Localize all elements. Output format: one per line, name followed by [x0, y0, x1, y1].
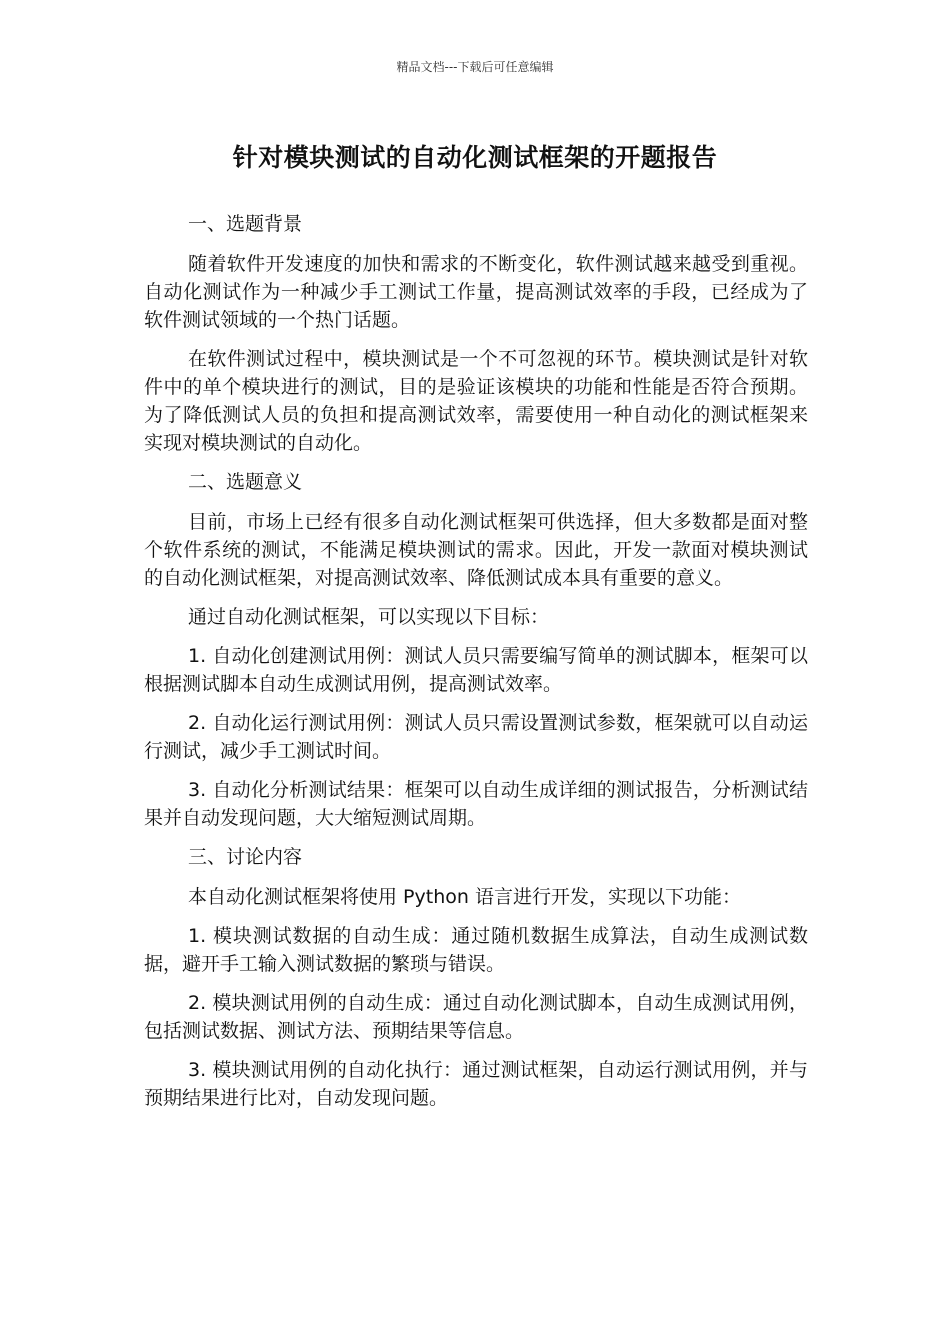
list-item: 1. 模块测试数据的自动生成：通过随机数据生成算法，自动生成测试数据，避开手工输入测试数据的繁琐与错误。 — [144, 925, 808, 975]
paragraph: 通过自动化测试框架，可以实现以下目标： — [188, 606, 550, 628]
document-title: 针对模块测试的自动化测试框架的开题报告 — [232, 143, 718, 172]
paragraph: 本自动化测试框架将使用 Python 语言进行开发，实现以下功能： — [188, 886, 741, 908]
list-item: 3. 自动化分析测试结果：框架可以自动生成详细的测试报告，分析测试结果并自动发现问题，大大缩短测试周期。 — [144, 779, 808, 829]
paragraph: 在软件测试过程中，模块测试是一个不可忽视的环节。模块测试是针对软件中的单个模块进行的测试，目的是验证该模块的功能和性能是否符合预期。为了降低测试人员的负担和提高测试效率，需要使用一种自动化的测试框架来实现对模块测试的自动化。 — [144, 348, 808, 454]
list-item: 2. 自动化运行测试用例：测试人员只需设置测试参数，框架就可以自动运行测试，减少手工测试时间。 — [144, 712, 808, 762]
list-item: 3. 模块测试用例的自动化执行：通过测试框架，自动运行测试用例，并与预期结果进行比对，自动发现问题。 — [144, 1059, 808, 1109]
list-item: 1. 自动化创建测试用例：测试人员只需要编写简单的测试脚本，框架可以根据测试脚本自动生成测试用例，提高测试效率。 — [144, 645, 808, 695]
header-watermark: 精品文档---下载后可任意编辑 — [396, 60, 554, 74]
section-heading-content: 三、讨论内容 — [188, 846, 303, 868]
paragraph: 随着软件开发速度的加快和需求的不断变化，软件测试越来越受到重视。自动化测试作为一种减少手工测试工作量，提高测试效率的手段，已经成为了软件测试领域的一个热门话题。 — [144, 253, 808, 331]
section-heading-background: 一、选题背景 — [188, 213, 303, 235]
section-heading-significance: 二、选题意义 — [188, 471, 303, 493]
paragraph: 目前，市场上已经有很多自动化测试框架可供选择，但大多数都是面对整个软件系统的测试，不能满足模块测试的需求。因此，开发一款面对模块测试的自动化测试框架，对提高测试效率、降低测试成本具有重要的意义。 — [144, 511, 808, 589]
list-item: 2. 模块测试用例的自动生成：通过自动化测试脚本，自动生成测试用例，包括测试数据、测试方法、预期结果等信息。 — [144, 992, 808, 1042]
document-body — [144, 210, 808, 1123]
